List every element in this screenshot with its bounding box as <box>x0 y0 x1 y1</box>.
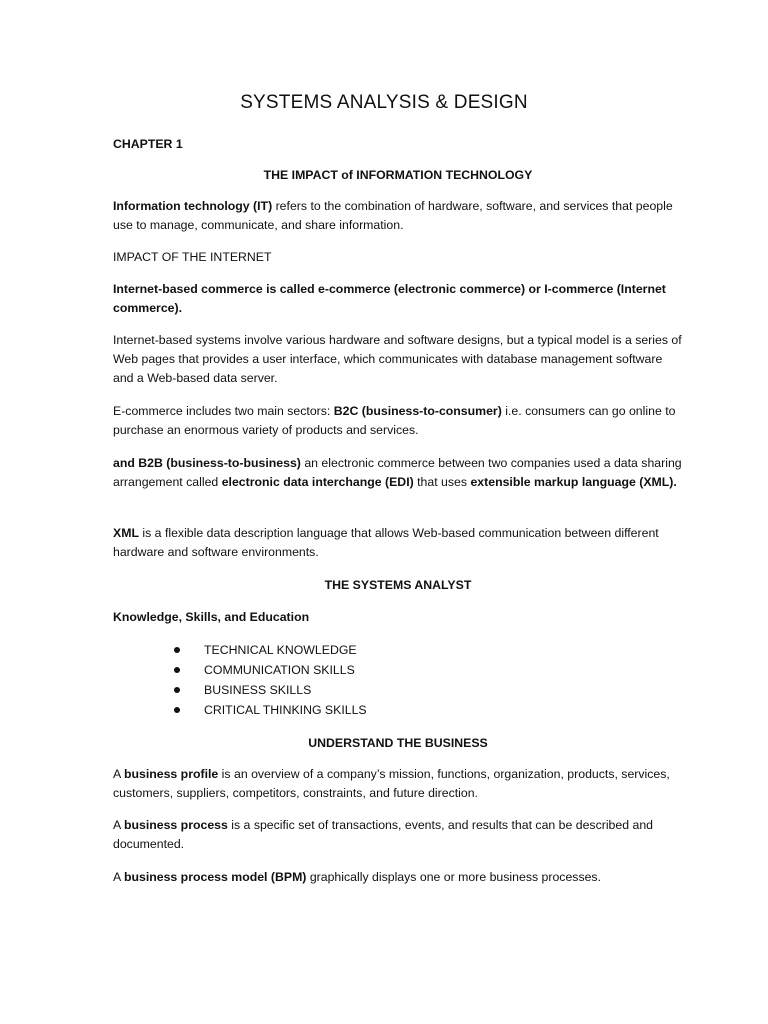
subheading-impact-internet: IMPACT OF THE INTERNET <box>113 250 272 264</box>
section-heading-systems-analyst: THE SYSTEMS ANALYST <box>324 578 472 592</box>
text: is an overview of a company’s mission, functions, organization, products, services, customers, suppliers, competitors, constraints, and future direction. <box>113 767 670 800</box>
bullet-icon <box>174 687 180 693</box>
term-xml-def: XML <box>113 526 139 540</box>
section-heading-impact-it: THE IMPACT of INFORMATION TECHNOLOGY <box>263 168 533 182</box>
text: and <box>113 456 139 470</box>
term-it: Information technology (IT) <box>113 199 273 213</box>
text: A <box>113 870 124 884</box>
paragraph-business-profile <box>113 765 683 803</box>
paragraph-b2c <box>113 402 683 440</box>
text: i.e. consumers can go online to purchase an enormous variety of products and services. <box>113 404 676 437</box>
term-business-profile: business profile <box>123 767 219 781</box>
paragraph-b2b <box>113 454 683 492</box>
subheading-knowledge-skills: Knowledge, Skills, and Education <box>113 610 310 624</box>
skills-list <box>174 640 367 720</box>
skill-label: BUSINESS SKILLS <box>204 683 312 697</box>
paragraph-it-definition <box>113 197 683 235</box>
paragraph-internet-systems: Internet-based systems involve various hardware and software designs, but a typical model is a series of Web pages that provides a user interface, which communicates with database management software and a Web-based data server. <box>113 333 682 385</box>
list-item <box>174 700 367 720</box>
paragraph-xml <box>113 524 683 562</box>
term-edi: electronic data interchange (EDI) <box>221 475 414 489</box>
bullet-icon <box>174 707 180 713</box>
text: an electronic commerce between two companies used a data sharing arrangement called <box>113 456 682 489</box>
text: A <box>113 818 124 832</box>
list-item <box>174 680 367 700</box>
text: that uses <box>413 475 471 489</box>
skill-label: COMMUNICATION SKILLS <box>204 663 355 677</box>
skill-label: TECHNICAL KNOWLEDGE <box>204 643 357 657</box>
term-b2c: B2C (business-to-consumer) <box>333 404 502 418</box>
paragraph-ecommerce-definition: Internet-based commerce is called e-commerce (electronic commerce) or I-commerce (Internet commerce). <box>113 282 666 315</box>
text: is a flexible data description language that allows Web-based communication between different hardware and software environments. <box>113 526 659 559</box>
chapter-label: CHAPTER 1 <box>113 137 183 151</box>
text: is a specific set of transactions, events, and results that can be described and documented. <box>113 818 654 851</box>
bullet-icon <box>174 647 180 653</box>
paragraph-bpm <box>113 868 683 887</box>
section-heading-understand-business: UNDERSTAND THE BUSINESS <box>308 736 488 750</box>
list-item <box>174 640 367 660</box>
term-b2b: B2B (business-to-business) <box>138 456 301 470</box>
skill-label: CRITICAL THINKING SKILLS <box>204 703 367 717</box>
term-bpm: business process model (BPM) <box>123 870 307 884</box>
text: refers to the combination of hardware, software, and services that people use to manage, communicate, and share information. <box>113 199 673 232</box>
bullet-icon <box>174 667 180 673</box>
text: A <box>113 767 124 781</box>
term-business-process: business process <box>123 818 228 832</box>
term-xml: extensible markup language (XML). <box>470 475 677 489</box>
document-title: SYSTEMS ANALYSIS & DESIGN <box>240 92 528 113</box>
text: E-commerce includes two main sectors: <box>113 404 334 418</box>
text: graphically displays one or more business processes. <box>306 870 601 884</box>
paragraph-business-process <box>113 816 683 854</box>
list-item <box>174 660 367 680</box>
